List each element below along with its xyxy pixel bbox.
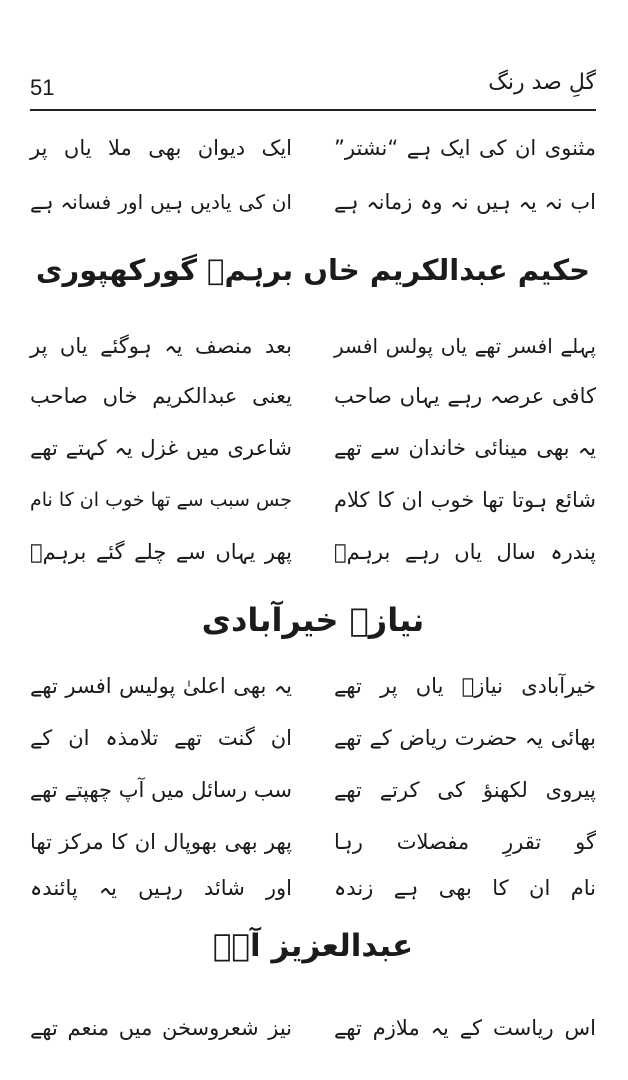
verse-second-hemistich: ان کی یادیں ہیں اور فسانہ ہے: [30, 190, 292, 214]
verse-first-hemistich: بھائی یہ حضرت ریاض کے تھے: [334, 726, 596, 750]
section-heading: نیازؔ خیرآبادی: [201, 601, 425, 639]
couplet-row: [30, 426, 596, 470]
verse-second-hemistich: یعنی عبدالکریم خاں صاحب: [30, 384, 292, 408]
section-heading: حکیم عبدالکریم خاں برہمؔ گورکھپوری: [35, 253, 591, 287]
verse-first-hemistich: شائع ہوتا تھا خوب ان کا کلام: [334, 488, 596, 512]
verse-second-hemistich: ایک دیوان بھی ملا یاں پر: [30, 136, 292, 160]
couplet-row: [30, 478, 596, 522]
couplet-row: [30, 324, 596, 368]
verse-first-hemistich: کافی عرصہ رہے یہاں صاحب: [334, 384, 596, 408]
verse-second-hemistich: شاعری میں غزل یہ کہتے تھے: [30, 436, 292, 460]
verse-first-hemistich: اب نہ یہ ہیں نہ وہ زمانہ ہے: [334, 190, 596, 214]
verse-first-hemistich: مثنوی ان کی ایک ہے “نشتر”: [334, 136, 596, 160]
couplet-row: [30, 126, 596, 170]
couplet-row: [30, 866, 596, 910]
couplet-row: [30, 180, 596, 224]
page-number: 51: [30, 75, 55, 100]
verse-second-hemistich: نیز شعروسخن میں منعم تھے: [30, 1016, 292, 1040]
verse-second-hemistich: ان گنت تھے تلامذہ ان کے: [30, 726, 292, 750]
verse-second-hemistich: سب رسائل میں آپ چھپتے تھے: [29, 778, 292, 802]
header-divider: [30, 109, 596, 111]
verse-first-hemistich: گو تقررِ مفصلات رہا: [334, 830, 596, 854]
section-heading: عبدالعزیز آہؔ: [212, 928, 414, 964]
verse-second-hemistich: پھر یہاں سے چلے گئے برہمؔ: [30, 540, 292, 564]
couplet-row: [30, 768, 596, 812]
couplet-row: [30, 530, 596, 574]
verse-first-hemistich: اس ریاست کے یہ ملازم تھے: [334, 1016, 596, 1040]
couplet-row: [30, 374, 596, 418]
verse-first-hemistich: پیروی لکھنؤ کی کرتے تھے: [334, 778, 596, 802]
verse-second-hemistich: اور شائد رہیں یہ پائندہ: [30, 876, 292, 900]
verse-second-hemistich: یہ بھی اعلیٰ پولیس افسر تھے: [30, 674, 292, 698]
running-book-title: گلِ صد رنگ: [488, 70, 596, 95]
couplet-row: [30, 716, 596, 760]
verse-second-hemistich: پھر بھی بھوپال ان کا مرکز تھا: [30, 830, 292, 854]
verse-first-hemistich: خیرآبادی نیازؔ یاں پر تھے: [334, 674, 596, 698]
page-header: [30, 70, 596, 108]
verse-first-hemistich: یہ بھی مینائی خاندان سے تھے: [334, 436, 596, 460]
verse-first-hemistich: نام ان کا بھی ہے زندہ: [334, 876, 596, 900]
verse-second-hemistich: بعد منصف یہ ہوگئے یاں پر: [30, 334, 292, 358]
verse-first-hemistich: پندرہ سال یاں رہے برہمؔ: [334, 540, 596, 564]
verse-first-hemistich: پہلے افسر تھے یاں پولس افسر: [334, 334, 596, 358]
verse-second-hemistich: جس سبب سے تھا خوب ان کا نام: [30, 489, 292, 511]
couplet-row: [30, 664, 596, 708]
couplet-row: [30, 1006, 596, 1050]
couplet-row: [30, 820, 596, 864]
